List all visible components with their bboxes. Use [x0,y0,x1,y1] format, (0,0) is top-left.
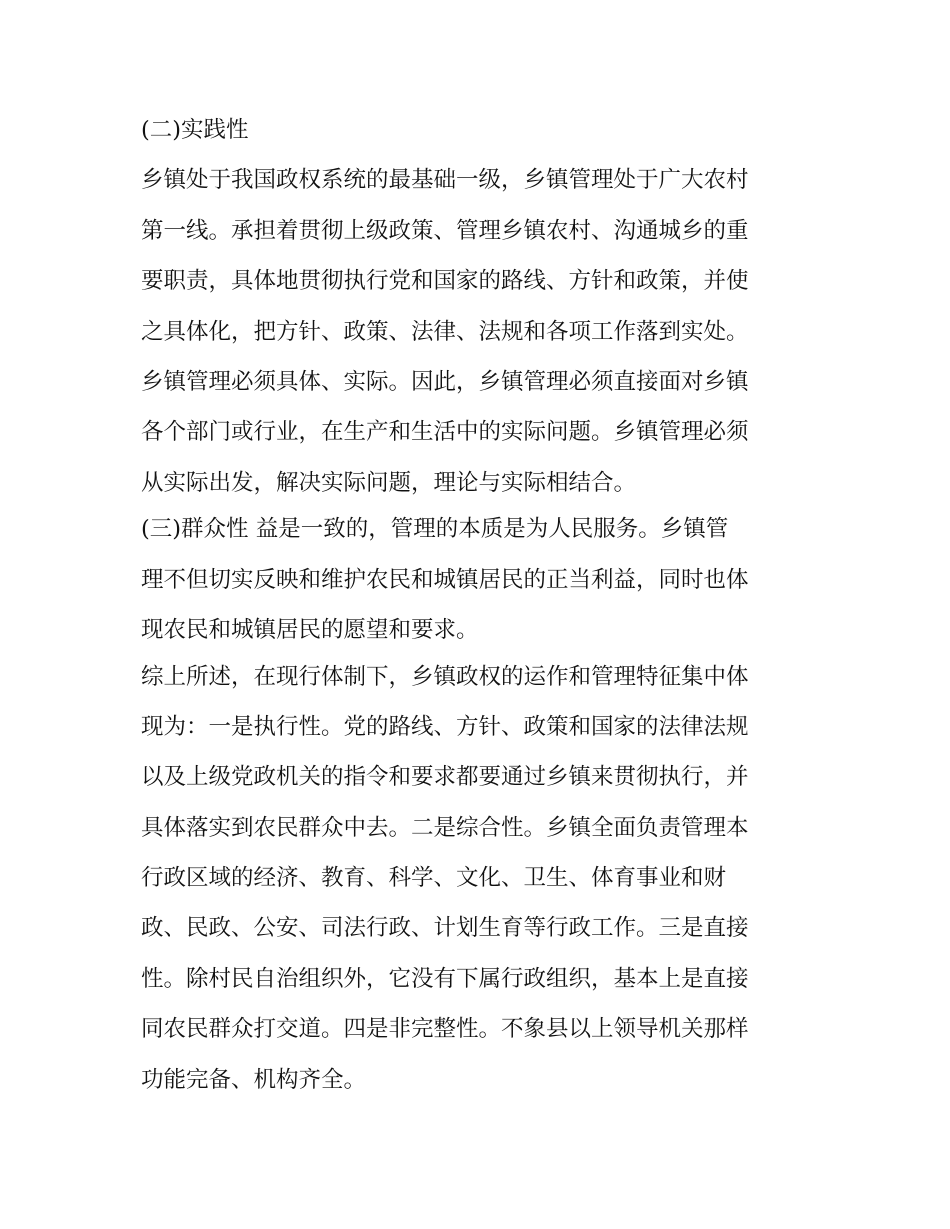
text-line: 从实际出发，解决实际问题，理论与实际相结合。 [141,469,637,496]
text-line: 功能完备、机构齐全。 [141,1066,367,1093]
text-line: 具体落实到农民群众中去。二是综合性。乡镇全面负责管理本 [141,814,749,841]
section-heading-mass-nature: (三)群众性 益是一致的，管理的本质是为人民服务。乡镇管 [141,516,729,543]
section-heading-practicality: (二)实践性 [141,117,249,143]
text-line: 现农民和城镇居民的愿望和要求。 [141,617,479,644]
text-line: 以及上级党政机关的指令和要求都要通过乡镇来贯彻执行，并 [141,764,749,791]
text-line: 同农民群众打交道。四是非完整性。不象县以上领导机关那样 [141,1016,749,1043]
text-line: 综上所述，在现行体制下，乡镇政权的运作和管理特征集中体 [141,663,749,690]
text-line: 政、民政、公安、司法行政、计划生育等行政工作。三是直接 [141,915,749,942]
text-line: 各个部门或行业，在生产和生活中的实际问题。乡镇管理必须 [141,419,749,446]
text-line: 乡镇处于我国政权系统的最基础一级，乡镇管理处于广大农村 [141,167,749,194]
text-line: 现为：一是执行性。党的路线、方针、政策和国家的法律法规 [141,713,749,740]
text-line: 乡镇管理必须具体、实际。因此，乡镇管理必须直接面对乡镇 [141,368,749,395]
text-line: 要职责，具体地贯彻执行党和国家的路线、方针和政策，并使 [141,268,749,295]
text-line: 行政区域的经济、教育、科学、文化、卫生、体育事业和财 [141,865,727,892]
document-body [141,109,821,1109]
text-line: 理不但切实反映和维护农民和城镇居民的正当利益，同时也体 [141,566,749,593]
text-line: 之具体化，把方针、政策、法律、法规和各项工作落到实处。 [141,318,749,345]
text-line: 第一线。承担着贯彻上级政策、管理乡镇农村、沟通城乡的重 [141,217,749,244]
text-line: 性。除村民自治组织外，它没有下属行政组织，基本上是直接 [141,965,749,992]
